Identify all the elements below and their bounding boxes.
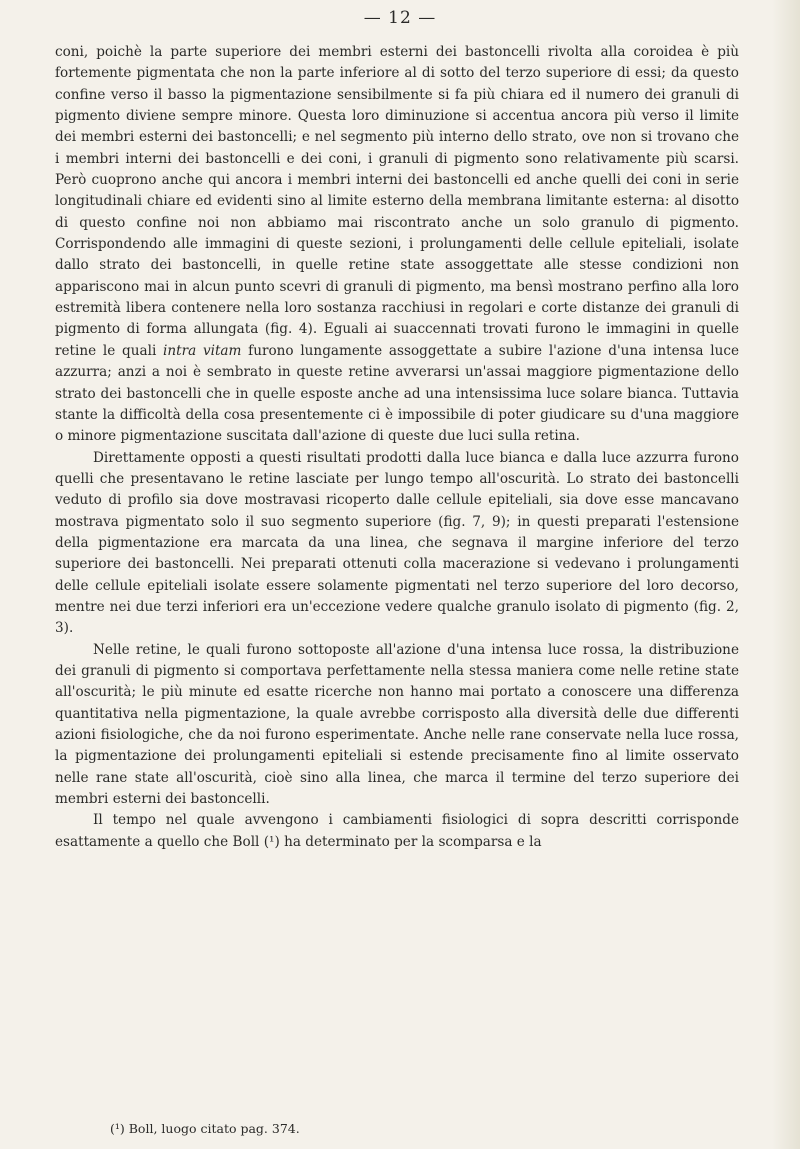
paragraph (55, 42, 739, 448)
paragraph (55, 448, 739, 640)
italic-text: intra vitam (163, 342, 242, 359)
paragraph-text: coni, poichè la parte superiore dei membri esterni dei bastoncelli rivolta alla coroidea è più fortemente pigmentata che non la parte inferiore al di sotto del terzo superiore di essi; da questo confine verso il basso la pigmentazione sensibilmente si fa più chiara ed il numero dei granuli di pigmento diviene sempre minore. Questa loro diminuzione si accentua ancora più verso il limite dei membri esterni dei bastoncelli; e nel segmento più interno dello strato, ove non si trovano che i membri interni dei bastoncelli e dei coni, i granuli di pigmento sono relativamente più scarsi. Però cuoprono anche qui ancora i membri interni dei bastoncelli ed anche quelli dei coni in serie longitudinali chiare ed evidenti sino al limite esterno della membrana limitante esterna: al disotto di questo confine noi non abbiamo mai riscontrato anche un solo granulo di pigmento. Corrispondendo alle immagini di queste sezioni, i prolungamenti delle cellule epiteliali, isolate dallo strato dei bastoncelli, in quelle retine state assoggettate alle stesse condizioni non appariscono mai in alcun punto scevri di granuli di pigmento, ma bensì mostrano perfino alla loro estremità libera contenere nella loro sostanza racchiusi in regolari e corte distanze dei granuli di pigmento di forma allungata (fig. 4). Eguali ai suaccennati trovati furono le immagini in quelle retine le quali (55, 44, 739, 359)
paragraph-text: Nelle retine, le quali furono sottoposte all'azione d'una intensa luce rossa, la distribuzione dei granuli di pigmento si comportava perfettamente nella stessa maniera come nelle retine state all'oscurità; le più minute ed esatte ricerche non hanno mai portato a conoscere una differenza quantitativa nella pigmentazione, la quale avrebbe corrisposto alla diversità delle due differenti azioni fisiologiche, che da noi furono esperimentate. Anche nelle rane conservate nella luce rossa, la pigmentazione dei prolungamenti epiteliali si estende precisamente fino al limite osservato nelle rane state all'oscurità, cioè sino alla linea, che marca il termine del terzo superiore dei membri esterni dei bastoncelli. (55, 641, 739, 808)
paragraph-text: Il tempo nel quale avvengono i cambiamenti fisiologici di sopra descritti corrisponde esattamente a quello che Boll (¹) ha determinato per la scomparsa e la (55, 812, 739, 850)
page-number: — 12 — (363, 8, 437, 28)
paragraph (55, 640, 739, 811)
paragraph-text: Direttamente opposti a questi risultati prodotti dalla luce bianca e dalla luce azzurra furono quelli che presentavano le retine lasciate per lungo tempo all'oscurità. Lo strato dei bastoncelli veduto di profilo sia dove mostravasi ricoperto dalle cellule epiteliali, sia dove esse mancavano mostrava pigmentato solo il suo segmento superiore (fig. 7, 9); in questi preparati l'estensione della pigmentazione era marcata da una linea, che segnava il margine inferiore del terzo superiore dei bastoncelli. Nei preparati ottenuti colla macerazione si vedevano i prolungamenti delle cellule epiteliali isolate essere solamente pigmentati nel terzo superiore del loro decorso, mentre nei due terzi inferiori era un'eccezione vedere qualche granulo isolato di pigmento (fig. 2, 3). (55, 449, 739, 637)
paragraph (55, 810, 739, 853)
body-text (55, 42, 739, 853)
page-edge-shadow (772, 0, 800, 1149)
paragraph-text: furono lungamente assoggettate a subire l'azione d'una intensa luce azzurra; anzi a noi è sembrato in queste retine avverarsi un'assai maggiore pigmentazione dello strato dei bastoncelli che in quelle esposte anche ad una intensissima luce solare bianca. Tuttavia stante la difficoltà della cosa presentemente ci è impossibile di poter giudicare su d'una maggiore o minore pigmentazione suscitata dall'azione di queste due luci sulla retina. (55, 342, 739, 445)
footnote: (¹) Boll, luogo citato pag. 374. (110, 1121, 300, 1136)
